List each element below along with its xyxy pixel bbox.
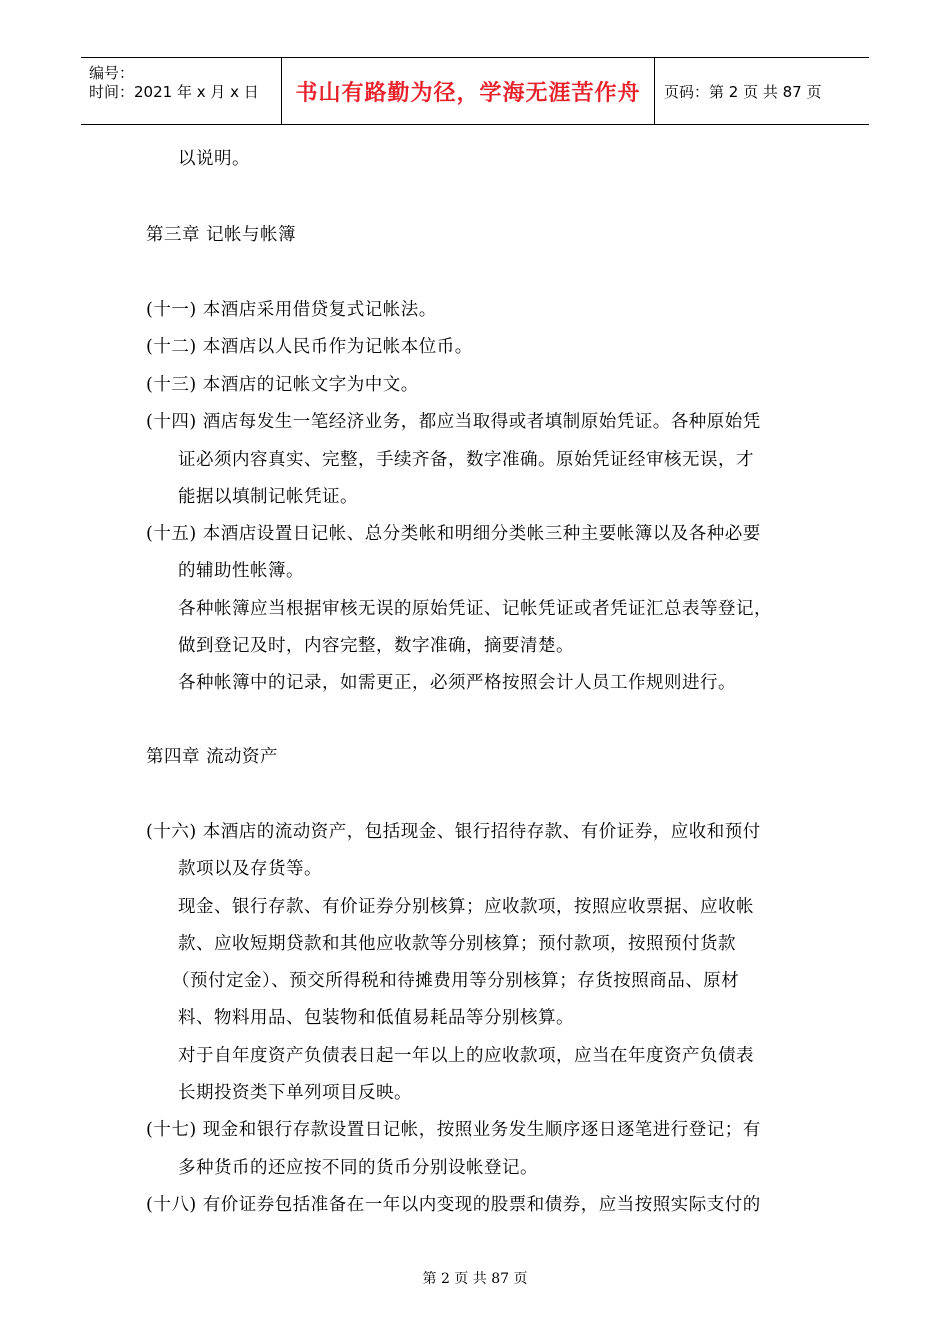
clause-line: (十二) 本酒店以人民币作为记帐本位币。 bbox=[146, 337, 473, 357]
document-date-label: 时间：2021 年 x 月 x 日 bbox=[89, 83, 259, 101]
clause-line: (十五) 本酒店设置日记帐、总分类帐和明细分类帐三种主要帐簿以及各种必要 bbox=[146, 524, 761, 544]
text-line: （预付定金）、预交所得税和待摊费用等分别核算；存货按照商品、原材 bbox=[172, 971, 740, 991]
clause-line: (十六) 本酒店的流动资产，包括现金、银行招待存款、有价证券，应收和预付 bbox=[146, 822, 761, 842]
text-line: 以说明。 bbox=[178, 149, 250, 169]
text-line: 的辅助性帐簿。 bbox=[178, 561, 304, 581]
clause-line: (十七) 现金和银行存款设置日记帐，按照业务发生顺序逐日逐笔进行登记；有 bbox=[146, 1120, 761, 1140]
header-page-number: 页码：第 2 页 共 87 页 bbox=[664, 82, 822, 101]
text-line: 多种货币的还应按不同的货币分别设帐登记。 bbox=[178, 1158, 538, 1178]
text-line: 款项以及存货等。 bbox=[178, 859, 322, 879]
page-header bbox=[81, 57, 869, 125]
text-line: 能据以填制记帐凭证。 bbox=[178, 487, 358, 507]
chapter-heading: 第三章 记帐与帐簿 bbox=[146, 225, 297, 245]
text-line: 各种帐簿应当根据审核无误的原始凭证、记帐凭证或者凭证汇总表等登记， bbox=[178, 599, 772, 619]
text-line: 对于自年度资产负债表日起一年以上的应收款项，应当在年度资产负债表 bbox=[178, 1046, 754, 1066]
text-line: 款、应收短期贷款和其他应收款等分别核算；预付款项，按照预付货款 bbox=[178, 934, 736, 954]
text-line: 证必须内容真实、完整，手续齐备，数字准确。原始凭证经审核无误，才 bbox=[178, 450, 754, 470]
text-line: 现金、银行存款、有价证券分别核算；应收款项，按照应收票据、应收帐 bbox=[178, 897, 754, 917]
clause-line: (十一) 本酒店采用借贷复式记帐法。 bbox=[146, 300, 437, 320]
header-motto: 书山有路勤为径，学海无涯苦作舟 bbox=[282, 58, 655, 124]
page-footer: 第 2 页 共 87 页 bbox=[422, 1271, 528, 1287]
text-line: 做到登记及时，内容完整，数字准确，摘要清楚。 bbox=[178, 636, 574, 656]
header-info bbox=[81, 58, 282, 124]
text-line: 各种帐簿中的记录，如需更正，必须严格按照会计人员工作规则进行。 bbox=[178, 673, 736, 693]
clause-line: (十八) 有价证券包括准备在一年以内变现的股票和债券，应当按照实际支付的 bbox=[146, 1195, 761, 1215]
clause-line: (十四) 酒店每发生一笔经济业务，都应当取得或者填制原始凭证。各种原始凭 bbox=[146, 412, 761, 432]
document-number-label: 编号： bbox=[89, 64, 135, 82]
text-line: 料、物料用品、包装物和低值易耗品等分别核算。 bbox=[178, 1008, 574, 1028]
chapter-heading: 第四章 流动资产 bbox=[146, 747, 279, 767]
text-line: 长期投资类下单列项目反映。 bbox=[178, 1083, 412, 1103]
clause-line: (十三) 本酒店的记帐文字为中文。 bbox=[146, 375, 419, 395]
